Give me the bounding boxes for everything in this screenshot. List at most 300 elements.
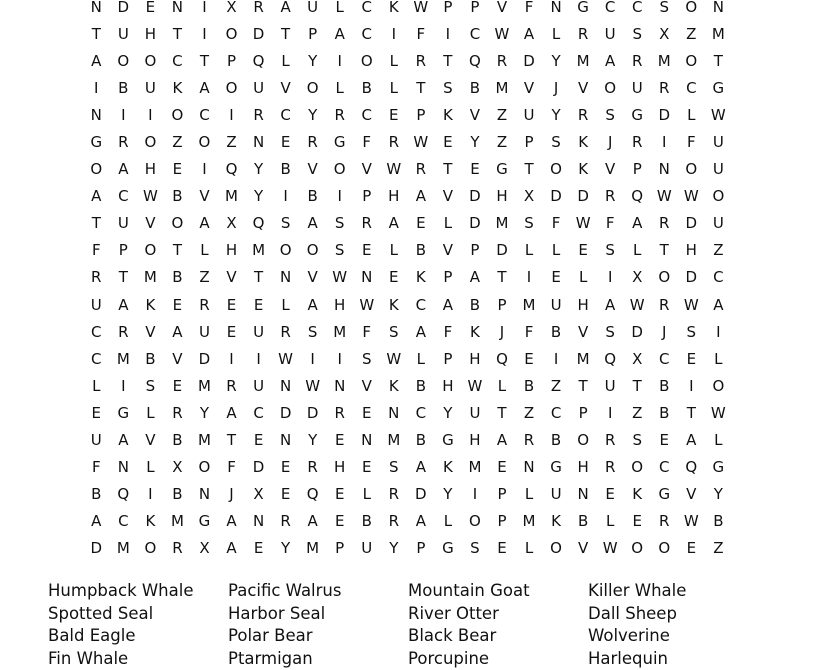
grid-letter: O	[110, 48, 137, 75]
grid-letter: E	[381, 264, 408, 291]
grid-letter: M	[516, 508, 543, 535]
grid-letter: B	[83, 481, 110, 508]
grid-letter: W	[678, 508, 705, 535]
grid-letter: R	[570, 102, 597, 129]
grid-letter: Z	[191, 264, 218, 291]
grid-letter: C	[543, 400, 570, 427]
grid-letter: N	[353, 264, 380, 291]
grid-letter: W	[381, 156, 408, 183]
grid-letter: A	[408, 319, 435, 346]
grid-letter: W	[651, 183, 678, 210]
grid-letter: C	[191, 102, 218, 129]
grid-letter: O	[462, 508, 489, 535]
grid-letter: O	[164, 210, 191, 237]
grid-letter: O	[218, 21, 245, 48]
grid-letter: L	[326, 75, 353, 102]
grid-letter: E	[326, 427, 353, 454]
grid-letter: U	[299, 0, 326, 21]
grid-letter: T	[651, 237, 678, 264]
grid-letter: O	[651, 535, 678, 562]
grid-letter: E	[624, 508, 651, 535]
grid-letter: N	[381, 400, 408, 427]
grid-letter: R	[516, 427, 543, 454]
grid-letter: W	[705, 400, 732, 427]
grid-letter: T	[164, 21, 191, 48]
grid-letter: Y	[299, 102, 326, 129]
grid-letter: A	[489, 427, 516, 454]
word-list-item: Wolverine	[588, 625, 768, 648]
grid-letter: E	[83, 400, 110, 427]
grid-letter: C	[408, 292, 435, 319]
grid-letter: O	[191, 129, 218, 156]
grid-letter: Q	[110, 481, 137, 508]
grid-letter: W	[705, 102, 732, 129]
grid-letter: P	[462, 237, 489, 264]
grid-letter: S	[597, 237, 624, 264]
grid-letter: K	[570, 129, 597, 156]
grid-letter: W	[299, 373, 326, 400]
grid-letter: B	[705, 508, 732, 535]
grid-letter: P	[435, 0, 462, 21]
grid-letter: B	[164, 427, 191, 454]
grid-letter: F	[218, 454, 245, 481]
grid-letter: I	[597, 400, 624, 427]
grid-letter: E	[272, 454, 299, 481]
grid-letter: X	[191, 535, 218, 562]
grid-letter: C	[110, 183, 137, 210]
grid-letter: V	[353, 156, 380, 183]
grid-letter: T	[164, 237, 191, 264]
grid-letter: V	[570, 75, 597, 102]
grid-letter: T	[678, 400, 705, 427]
grid-letter: W	[381, 346, 408, 373]
grid-letter: W	[570, 210, 597, 237]
grid-letter: E	[326, 508, 353, 535]
grid-letter: R	[408, 48, 435, 75]
grid-letter: I	[326, 48, 353, 75]
grid-letter: D	[678, 264, 705, 291]
grid-letter: P	[624, 156, 651, 183]
grid-letter: O	[705, 373, 732, 400]
grid-letter: I	[218, 346, 245, 373]
grid-letter: P	[489, 508, 516, 535]
grid-letter: H	[570, 454, 597, 481]
grid-letter: U	[597, 21, 624, 48]
grid-letter: B	[110, 75, 137, 102]
grid-letter: X	[651, 21, 678, 48]
grid-letter: O	[299, 237, 326, 264]
grid-letter: P	[218, 48, 245, 75]
grid-letter: L	[516, 481, 543, 508]
grid-letter: N	[272, 427, 299, 454]
grid-letter: T	[570, 373, 597, 400]
grid-letter: B	[299, 183, 326, 210]
grid-letter: F	[678, 129, 705, 156]
grid-letter: R	[164, 535, 191, 562]
grid-letter: A	[516, 21, 543, 48]
grid-letter: M	[137, 264, 164, 291]
grid-letter: Y	[381, 535, 408, 562]
grid-letter: H	[462, 427, 489, 454]
grid-letter: D	[462, 183, 489, 210]
grid-letter: U	[705, 156, 732, 183]
grid-letter: V	[435, 237, 462, 264]
grid-letter: C	[678, 75, 705, 102]
grid-letter: O	[651, 264, 678, 291]
grid-letter: E	[137, 0, 164, 21]
grid-letter: N	[326, 373, 353, 400]
grid-letter: S	[299, 319, 326, 346]
grid-letter: I	[245, 346, 272, 373]
grid-letter: N	[705, 0, 732, 21]
grid-letter: G	[435, 535, 462, 562]
grid-letter: I	[110, 373, 137, 400]
grid-letter: G	[326, 129, 353, 156]
grid-letter: K	[543, 508, 570, 535]
grid-letter: C	[462, 21, 489, 48]
grid-letter: V	[489, 0, 516, 21]
grid-letter: K	[381, 0, 408, 21]
grid-letter: U	[245, 373, 272, 400]
grid-letter: R	[597, 454, 624, 481]
grid-letter: T	[435, 156, 462, 183]
grid-letter: P	[435, 264, 462, 291]
grid-letter: E	[489, 454, 516, 481]
grid-letter: L	[326, 0, 353, 21]
grid-letter: P	[489, 481, 516, 508]
grid-letter: U	[83, 427, 110, 454]
grid-letter: O	[353, 48, 380, 75]
grid-letter: U	[245, 75, 272, 102]
grid-letter: S	[326, 210, 353, 237]
grid-letter: L	[381, 48, 408, 75]
grid-letter: N	[651, 156, 678, 183]
grid-letter: Q	[597, 346, 624, 373]
grid-letter: U	[83, 292, 110, 319]
grid-letter: T	[110, 264, 137, 291]
grid-letter: S	[597, 102, 624, 129]
grid-letter: N	[83, 0, 110, 21]
grid-letter: P	[435, 346, 462, 373]
grid-letter: P	[353, 183, 380, 210]
grid-letter: R	[299, 454, 326, 481]
grid-letter: T	[516, 156, 543, 183]
grid-letter: L	[705, 346, 732, 373]
grid-letter: Z	[218, 129, 245, 156]
grid-letter: J	[489, 319, 516, 346]
grid-letter: G	[435, 427, 462, 454]
grid-letter: V	[678, 481, 705, 508]
grid-letter: A	[705, 292, 732, 319]
grid-letter: E	[516, 346, 543, 373]
grid-letter: M	[218, 183, 245, 210]
grid-letter: R	[381, 129, 408, 156]
grid-letter: C	[408, 400, 435, 427]
grid-letter: N	[110, 454, 137, 481]
grid-letter: R	[326, 400, 353, 427]
grid-letter: G	[570, 0, 597, 21]
grid-letter: K	[435, 102, 462, 129]
grid-letter: E	[245, 427, 272, 454]
grid-letter: C	[651, 346, 678, 373]
grid-letter: U	[353, 535, 380, 562]
grid-letter: R	[651, 292, 678, 319]
grid-letter: N	[245, 508, 272, 535]
grid-letter: Z	[516, 400, 543, 427]
grid-letter: B	[570, 508, 597, 535]
grid-letter: E	[326, 481, 353, 508]
grid-letter: V	[218, 264, 245, 291]
grid-letter: X	[218, 210, 245, 237]
grid-letter: Y	[191, 400, 218, 427]
word-list-item: Mountain Goat	[408, 580, 588, 603]
grid-letter: S	[624, 21, 651, 48]
grid-letter: C	[272, 102, 299, 129]
grid-letter: P	[489, 292, 516, 319]
grid-letter: O	[570, 427, 597, 454]
grid-letter: B	[462, 292, 489, 319]
grid-letter: B	[651, 373, 678, 400]
grid-letter: G	[489, 156, 516, 183]
grid-letter: R	[164, 400, 191, 427]
grid-letter: S	[516, 210, 543, 237]
grid-letter: W	[624, 292, 651, 319]
grid-letter: D	[83, 535, 110, 562]
grid-letter: V	[462, 102, 489, 129]
grid-letter: C	[353, 0, 380, 21]
grid-letter: T	[218, 427, 245, 454]
grid-letter: W	[678, 183, 705, 210]
grid-letter: D	[516, 48, 543, 75]
grid-letter: E	[462, 156, 489, 183]
grid-letter: T	[191, 48, 218, 75]
grid-letter: V	[191, 183, 218, 210]
grid-letter: C	[164, 48, 191, 75]
grid-letter: X	[245, 481, 272, 508]
grid-letter: E	[381, 102, 408, 129]
grid-letter: L	[570, 264, 597, 291]
grid-letter: G	[110, 400, 137, 427]
grid-letter: Y	[462, 129, 489, 156]
grid-letter: H	[137, 21, 164, 48]
grid-letter: R	[272, 319, 299, 346]
grid-letter: F	[83, 237, 110, 264]
grid-letter: E	[597, 481, 624, 508]
grid-letter: J	[651, 319, 678, 346]
grid-letter: U	[705, 210, 732, 237]
grid-letter: Z	[678, 21, 705, 48]
grid-letter: Y	[299, 427, 326, 454]
grid-letter: L	[435, 210, 462, 237]
grid-letter: W	[137, 183, 164, 210]
grid-letter: V	[516, 75, 543, 102]
grid-letter: D	[570, 183, 597, 210]
letter-grid	[83, 0, 733, 562]
grid-letter: I	[462, 481, 489, 508]
grid-letter: O	[137, 48, 164, 75]
grid-letter: O	[543, 535, 570, 562]
grid-letter: D	[245, 21, 272, 48]
grid-letter: R	[597, 427, 624, 454]
grid-letter: H	[489, 183, 516, 210]
grid-letter: L	[678, 102, 705, 129]
grid-letter: L	[272, 292, 299, 319]
grid-letter: I	[326, 346, 353, 373]
grid-letter: F	[435, 319, 462, 346]
grid-letter: N	[543, 0, 570, 21]
grid-letter: H	[326, 292, 353, 319]
grid-letter: K	[381, 292, 408, 319]
grid-letter: E	[272, 129, 299, 156]
grid-letter: R	[651, 210, 678, 237]
grid-letter: S	[326, 237, 353, 264]
grid-letter: A	[624, 210, 651, 237]
grid-letter: G	[624, 102, 651, 129]
grid-letter: Z	[705, 237, 732, 264]
grid-letter: R	[570, 21, 597, 48]
grid-letter: S	[137, 373, 164, 400]
grid-letter: P	[408, 102, 435, 129]
grid-letter: R	[83, 264, 110, 291]
grid-letter: E	[353, 454, 380, 481]
grid-letter: H	[381, 183, 408, 210]
grid-letter: C	[83, 319, 110, 346]
grid-letter: D	[299, 400, 326, 427]
grid-letter: O	[299, 75, 326, 102]
grid-letter: N	[191, 481, 218, 508]
grid-letter: A	[381, 210, 408, 237]
grid-letter: L	[381, 237, 408, 264]
word-list-item: Harbor Seal	[228, 603, 408, 626]
grid-letter: M	[191, 427, 218, 454]
grid-letter: O	[164, 102, 191, 129]
grid-letter: A	[218, 508, 245, 535]
grid-letter: Y	[435, 400, 462, 427]
grid-letter: O	[137, 129, 164, 156]
grid-letter: U	[462, 400, 489, 427]
grid-letter: U	[597, 373, 624, 400]
word-list-item: Dall Sheep	[588, 603, 768, 626]
grid-letter: C	[624, 0, 651, 21]
grid-letter: S	[353, 346, 380, 373]
grid-letter: U	[543, 481, 570, 508]
grid-letter: M	[489, 75, 516, 102]
grid-letter: I	[435, 21, 462, 48]
grid-letter: Q	[218, 156, 245, 183]
grid-letter: C	[110, 508, 137, 535]
grid-letter: I	[597, 264, 624, 291]
grid-letter: R	[326, 102, 353, 129]
word-list-item: Fin Whale	[48, 648, 228, 670]
word-list-item: Polar Bear	[228, 625, 408, 648]
grid-letter: E	[678, 535, 705, 562]
grid-letter: W	[272, 346, 299, 373]
grid-letter: R	[381, 508, 408, 535]
grid-letter: X	[624, 264, 651, 291]
grid-letter: A	[83, 183, 110, 210]
grid-letter: O	[191, 454, 218, 481]
grid-letter: U	[705, 129, 732, 156]
grid-letter: C	[353, 102, 380, 129]
grid-letter: A	[110, 292, 137, 319]
grid-letter: L	[137, 400, 164, 427]
grid-letter: R	[489, 48, 516, 75]
grid-letter: V	[299, 264, 326, 291]
grid-letter: B	[272, 156, 299, 183]
grid-letter: O	[624, 454, 651, 481]
grid-letter: R	[353, 210, 380, 237]
grid-letter: B	[516, 373, 543, 400]
grid-letter: S	[543, 129, 570, 156]
word-list-item: Harlequin	[588, 648, 768, 670]
grid-letter: B	[462, 75, 489, 102]
grid-letter: H	[678, 237, 705, 264]
grid-letter: I	[137, 481, 164, 508]
grid-letter: Z	[489, 102, 516, 129]
grid-letter: U	[543, 292, 570, 319]
grid-letter: W	[408, 129, 435, 156]
grid-letter: X	[164, 454, 191, 481]
grid-letter: A	[218, 400, 245, 427]
grid-letter: X	[218, 0, 245, 21]
grid-letter: Y	[299, 48, 326, 75]
grid-letter: A	[83, 48, 110, 75]
grid-letter: U	[191, 319, 218, 346]
grid-letter: R	[191, 292, 218, 319]
grid-letter: O	[137, 535, 164, 562]
grid-letter: M	[245, 237, 272, 264]
grid-letter: E	[489, 535, 516, 562]
grid-letter: O	[678, 48, 705, 75]
grid-letter: U	[624, 75, 651, 102]
grid-letter: K	[570, 156, 597, 183]
grid-letter: I	[705, 319, 732, 346]
grid-letter: M	[191, 373, 218, 400]
grid-letter: G	[191, 508, 218, 535]
grid-letter: Z	[543, 373, 570, 400]
grid-letter: L	[516, 535, 543, 562]
grid-letter: H	[137, 156, 164, 183]
grid-letter: W	[462, 373, 489, 400]
grid-letter: E	[435, 129, 462, 156]
grid-letter: O	[137, 237, 164, 264]
grid-letter: K	[435, 454, 462, 481]
word-list-item: Pacific Walrus	[228, 580, 408, 603]
grid-letter: M	[110, 346, 137, 373]
grid-letter: E	[353, 400, 380, 427]
word-list-item: Killer Whale	[588, 580, 768, 603]
grid-letter: P	[570, 400, 597, 427]
word-list-item: Porcupine	[408, 648, 588, 670]
grid-letter: P	[299, 21, 326, 48]
grid-letter: O	[83, 156, 110, 183]
grid-letter: L	[489, 373, 516, 400]
grid-letter: A	[191, 75, 218, 102]
grid-letter: B	[543, 319, 570, 346]
grid-letter: I	[516, 264, 543, 291]
grid-letter: L	[624, 237, 651, 264]
grid-letter: R	[651, 508, 678, 535]
grid-letter: Q	[245, 48, 272, 75]
grid-letter: N	[272, 264, 299, 291]
grid-letter: A	[597, 48, 624, 75]
grid-letter: A	[678, 427, 705, 454]
grid-letter: V	[299, 156, 326, 183]
grid-letter: B	[408, 237, 435, 264]
grid-letter: F	[353, 319, 380, 346]
grid-letter: V	[137, 427, 164, 454]
grid-letter: Q	[624, 183, 651, 210]
